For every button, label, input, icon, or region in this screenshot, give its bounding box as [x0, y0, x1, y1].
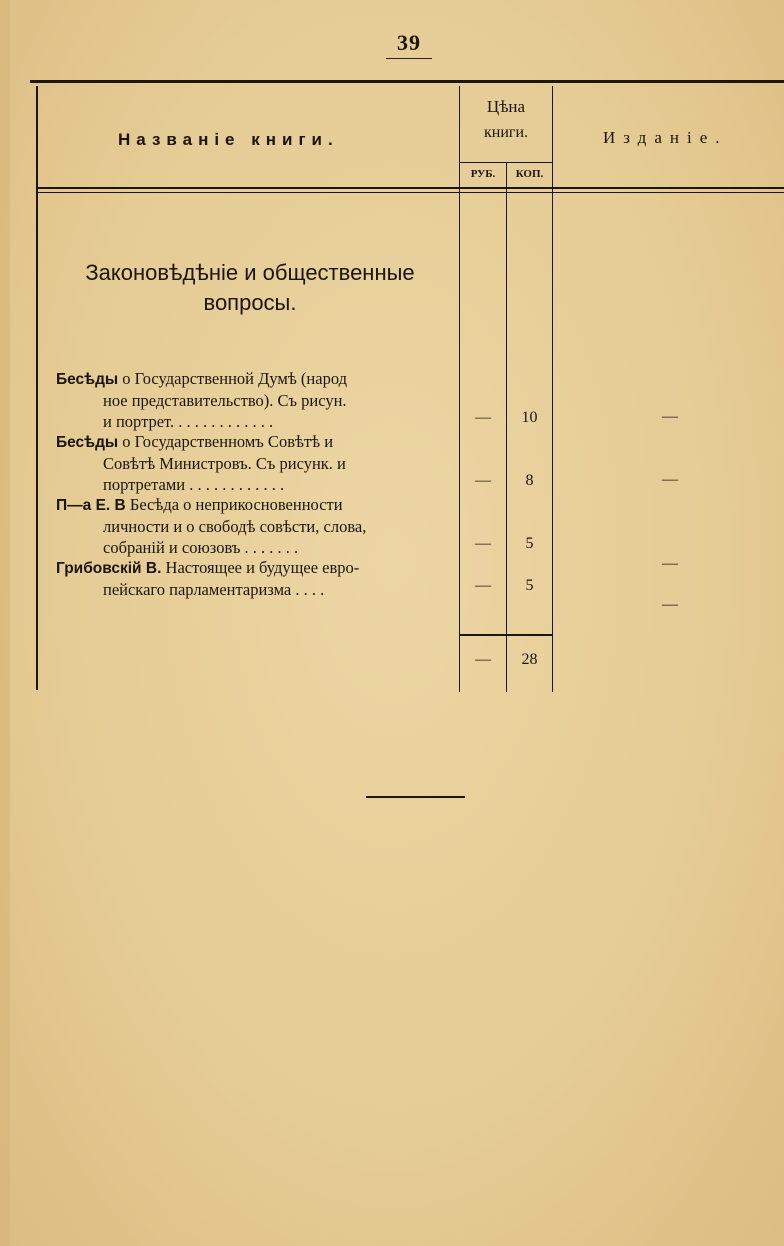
book-entry	[56, 494, 451, 558]
entry-line: Бесѣды о Государственной Думѣ (народ	[56, 369, 347, 388]
table-left-border	[36, 86, 38, 690]
column-header-title: Названіе книги.	[118, 130, 339, 149]
entry-line: Бесѣды о Государственномъ Совѣтѣ и	[56, 432, 334, 451]
book-entry	[56, 557, 451, 600]
column-header-price-book: книги.	[483, 124, 529, 141]
total-rub: —	[475, 651, 491, 668]
page-edge	[0, 0, 10, 1246]
entry-line: и портрет. . . . . . . . . . . . .	[103, 412, 274, 431]
book-entry	[56, 368, 451, 432]
entry-line: портретами . . . . . . . . . . . .	[103, 475, 285, 494]
price-rub: —	[475, 472, 491, 489]
column-header-edition: Изданіе.	[603, 128, 728, 147]
edition-value: —	[662, 408, 678, 425]
entry-author: П—а Е. В	[56, 497, 126, 514]
entry-line: П—а Е. В Бесѣда о неприкосновенности	[56, 495, 343, 514]
book-entry	[56, 431, 451, 495]
header-bottom-rule-2	[36, 192, 784, 193]
price-kop: 8	[525, 472, 534, 489]
closing-rule	[366, 796, 465, 798]
total-kop: 28	[521, 651, 538, 668]
price-kop: 10	[521, 409, 538, 426]
price-kop: 5	[525, 535, 534, 552]
table-top-rule	[30, 80, 784, 83]
price-rub: —	[475, 535, 491, 552]
entry-line: пейскаго парламентаризма . . . .	[103, 580, 325, 599]
page-number-underline	[386, 58, 432, 59]
entry-line: ное представительство). Съ рисун.	[103, 391, 347, 410]
price-col-divider	[506, 162, 507, 692]
price-kop: 5	[525, 577, 534, 594]
edition-value: —	[662, 555, 678, 572]
price-rub: —	[475, 409, 491, 426]
entry-line: собраній и союзовъ . . . . . . .	[103, 538, 299, 557]
price-col-right	[552, 86, 553, 692]
entry-author: Бесѣды	[56, 371, 119, 388]
entry-line: Совѣтѣ Министровъ. Съ рисунк. и	[103, 454, 346, 473]
total-rule	[460, 634, 552, 636]
edition-value: —	[662, 471, 678, 488]
entry-line: Грибовскій В. Настоящее и будущее евро-	[56, 558, 360, 577]
edition-value: —	[662, 596, 678, 613]
section-title: Законовѣдѣніе и общественные вопросы.	[85, 260, 415, 315]
header-bottom-rule	[36, 187, 784, 189]
entry-author: Бесѣды	[56, 434, 119, 451]
page-number: 39	[397, 30, 421, 55]
column-header-rub: РУБ.	[470, 168, 496, 180]
column-header-price: Цѣна	[486, 97, 526, 116]
entry-line: личности и о свободѣ совѣсти, слова,	[103, 517, 367, 536]
price-rub: —	[475, 577, 491, 594]
entry-author: Грибовскій В.	[56, 560, 162, 577]
column-header-kop: КОП.	[515, 168, 544, 180]
